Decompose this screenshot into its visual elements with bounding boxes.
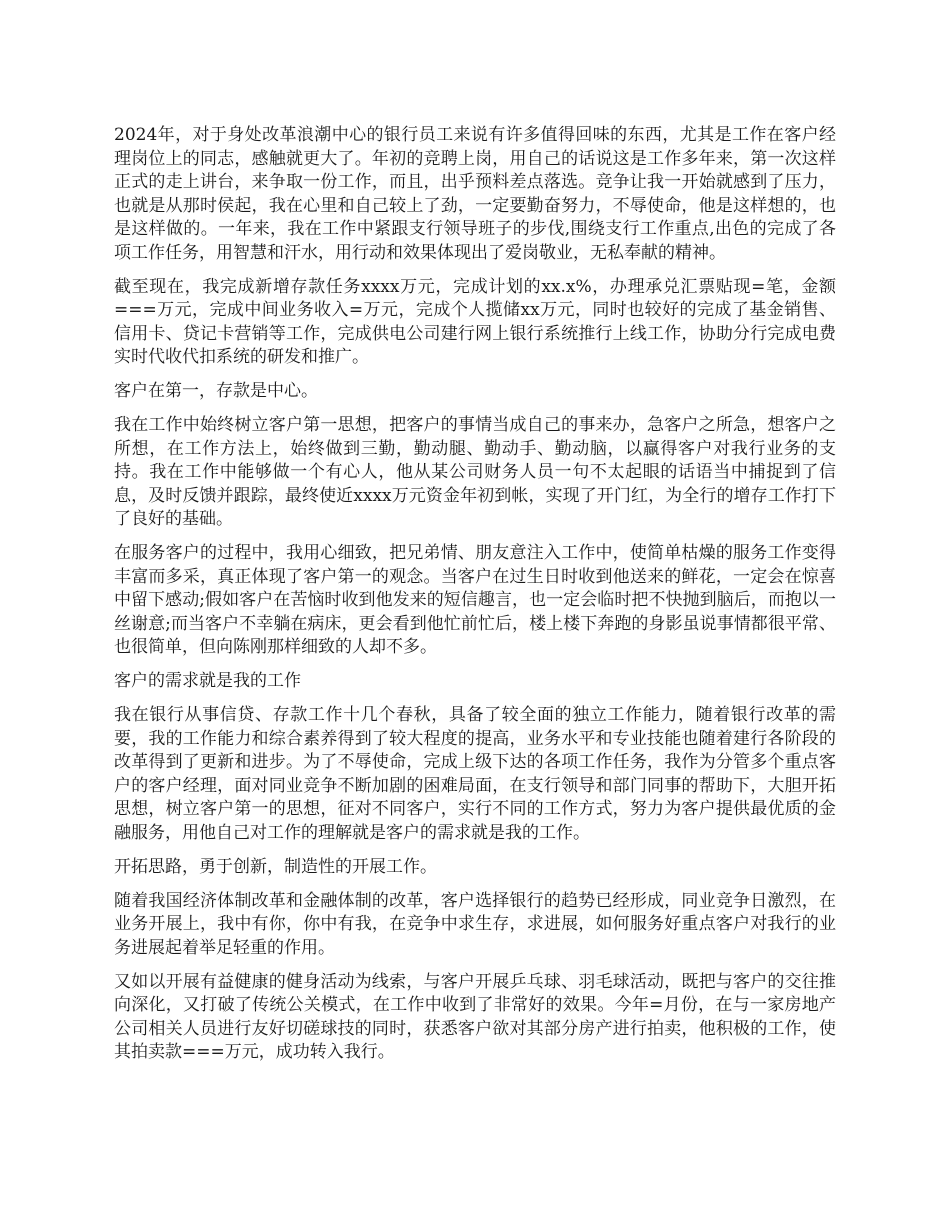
document-body: [114, 124, 836, 1075]
paragraph-customer-needs: 我在银行从事信贷、存款工作十几个春秋，具备了较全面的独立工作能力，随着银行改革的需要，我的工作能力和综合素养得到了较大程度的提高，业务水平和专业技能也随着建行各阶段的改革得到了更新和进步。为了不辱使命，完成上级下达的各项工作任务，我作为分管多个重点客户的客户经理，面对同业竞争不断加剧的困难局面，在支行领导和部门同事的帮助下，大胆开拓思想，树立客户第一的思想，征对不同客户，实行不同的工作方式，努力为客户提供最优质的金融服务，用他自己对工作的理解就是客户的需求就是我的工作。: [114, 705, 836, 843]
paragraph-service: 在服务客户的过程中，我用心细致，把兄弟情、朋友意注入工作中，使简单枯燥的服务工作变得丰富而多采，真正体现了客户第一的观念。当客户在过生日时收到他送来的鲜花，一定会在惊喜中留下感动;假如客户在苦恼时收到他发来的短信趣言，也一定会临时把不快抛到脑后，而抱以一丝谢意;而当客户不幸躺在病床，更会看到他忙前忙后，楼上楼下奔跑的身影虽说事情都很平常、也很简单，但向陈刚那样细致的人却不多。: [114, 543, 836, 657]
paragraph-competition: 随着我国经济体制改革和金融体制的改革，客户选择银行的趋势已经形成，同业竞争日激烈，在业务开展上，我中有你，你中有我，在竞争中求生存，求进展，如何服务好重点客户对我行的业务进展起着举足轻重的作用。: [114, 890, 836, 958]
paragraph-intro: 2024年，对于身处改革浪潮中心的银行员工来说有许多值得回味的东西，尤其是工作在客户经理岗位上的同志，感触就更大了。年初的竞聘上岗，用自己的话说这是工作多年来，第一次这样正式的走上讲台，来争取一份工作，而且，出乎预料差点落选。竞争让我一开始就感到了压力，也就是从那时侯起，我在心里和自己较上了劲，一定要勤奋努力，不辱使命，他是这样想的，也是这样做的。一年来，我在工作中紧跟支行领导班子的步伐,围绕支行工作重点,出色的完成了各项工作任务，用智慧和汗水，用行动和效果体现出了爱岗敬业，无私奉献的精神。: [114, 125, 836, 263]
paragraph-achievements: 截至现在，我完成新增存款任务xxxx万元，完成计划的xx.x%，办理承兑汇票贴现=笔，金额===万元，完成中间业务收入=万元，完成个人揽储xx万元，同时也较好的完成了基金销售、信用卡、贷记卡营销等工作，完成供电公司建行网上银行系统推行上线工作，协助分行完成电费实时代收代扣系统的研发和推广。: [114, 276, 836, 367]
paragraph-customer-first: 我在工作中始终树立客户第一思想，把客户的事情当成自己的事来办，急客户之所急，想客户之所想，在工作方法上，始终做到三勤，勤动腿、勤动手、勤动脑，以赢得客户对我行业务的支持。我在工作中能够做一个有心人，他从某公司财务人员一句不太起眼的话语当中捕捉到了信息，及时反馈并跟踪，最终使近xxxx万元资金年初到帐，实现了开门红，为全行的增存工作打下了良好的基础。: [114, 415, 836, 529]
section-heading-innovation: 开拓思路，勇于创新，制造性的开展工作。: [114, 856, 437, 877]
section-heading-customer-needs: 客户的需求就是我的工作: [114, 671, 301, 691]
section-heading-customer-first: 客户在第一，存款是中心。: [114, 381, 318, 401]
paragraph-fitness-activities: 又如以开展有益健康的健身活动为线索，与客户开展乒乓球、羽毛球活动，既把与客户的交往推向深化，又打破了传统公关模式，在工作中收到了非常好的效果。今年=月份，在与一家房地产公司相关人员进行友好切磋球技的同时，获悉客户欲对其部分房产进行拍卖，他积极的工作，使其拍卖款===万元，成功转入我行。: [114, 971, 836, 1062]
